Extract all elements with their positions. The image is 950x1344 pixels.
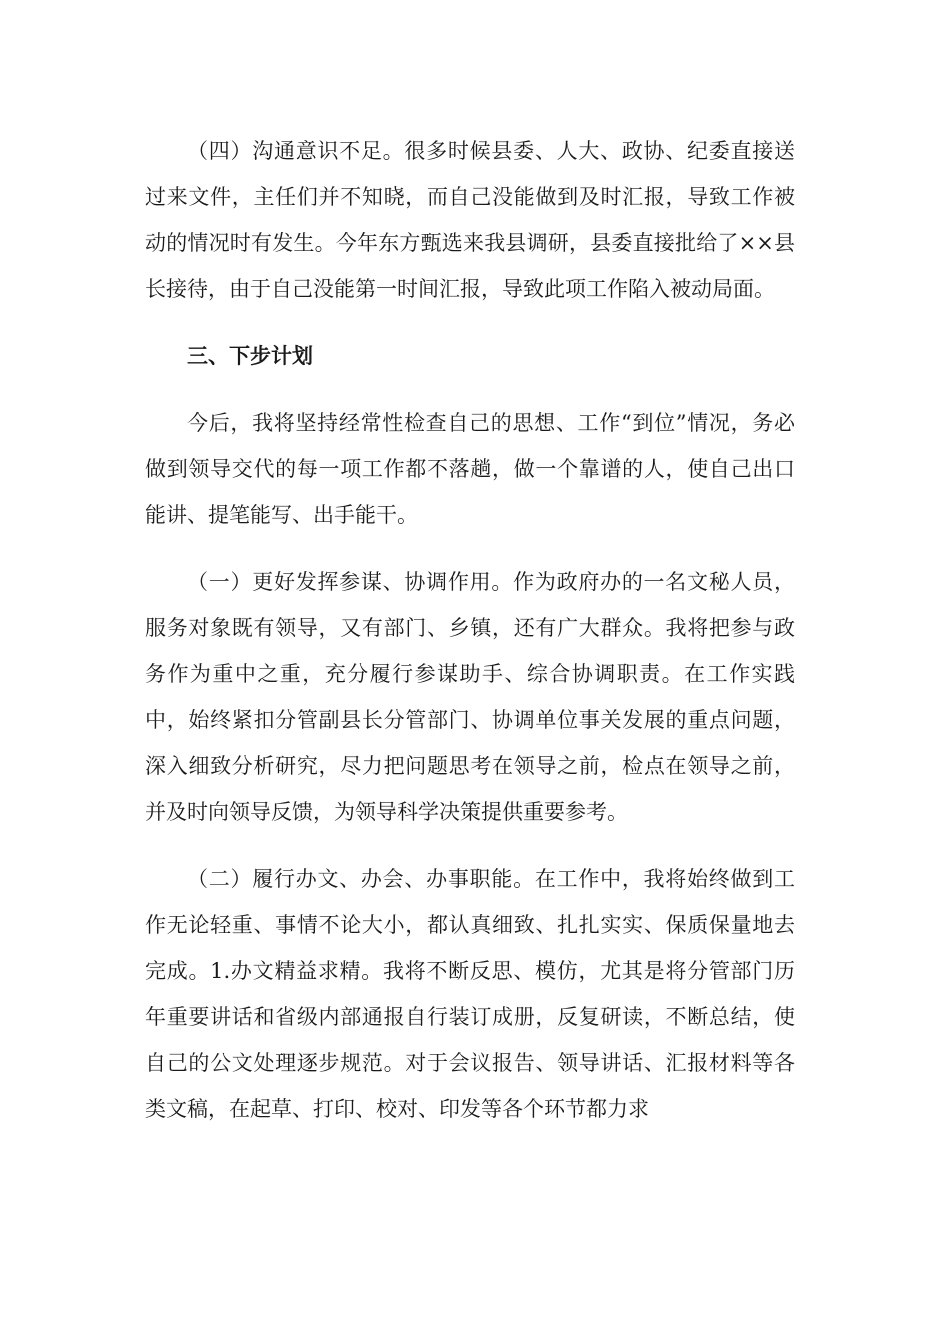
paragraph-document-meeting-duties: （二）履行办文、办会、办事职能。在工作中，我将始终做到工作无论轻重、事情不论大小，都认真细致、扎扎实实、保质保量地去完成。1.办文精益求精。我将不断反思、模仿，尤其是将分管部门历年重要讲话和省级内部通报自行装订成册，反复研读，不断总结，使自己的公文处理逐步规范。对于会议报告、领导讲话、汇报材料等各类文稿，在起草、打印、校对、印发等各个环节都力求 (145, 867, 795, 1121)
document-page (145, 128, 795, 1132)
paragraph-intro-plan: 今后，我将坚持经常性检查自己的思想、工作“到位”情况，务必做到领导交代的每一项工作都不落趟，做一个靠谱的人，使自己出口能讲、提笔能写、出手能干。 (145, 411, 795, 527)
paragraph-communication-awareness: （四）沟通意识不足。很多时候县委、人大、政协、纪委直接送过来文件，主任们并不知晓，而自己没能做到及时汇报，导致工作被动的情况时有发生。今年东方甄选来我县调研，县委直接批给了××县长接待，由于自己没能第一时间汇报，导致此项工作陷入被动局面。 (145, 139, 795, 301)
section-heading-next-steps: 三、下步计划 (187, 344, 313, 368)
paragraph-advisory-coordination: （一）更好发挥参谋、协调作用。作为政府办的一名文秘人员，服务对象既有领导，又有部门、乡镇，还有广大群众。我将把参与政务作为重中之重，充分履行参谋助手、综合协调职责。在工作实践中，始终紧扣分管副县长分管部门、协调单位事关发展的重点问题，深入细致分析研究，尽力把问题思考在领导之前，检点在领导之前，并及时向领导反馈，为领导科学决策提供重要参考。 (145, 570, 795, 824)
